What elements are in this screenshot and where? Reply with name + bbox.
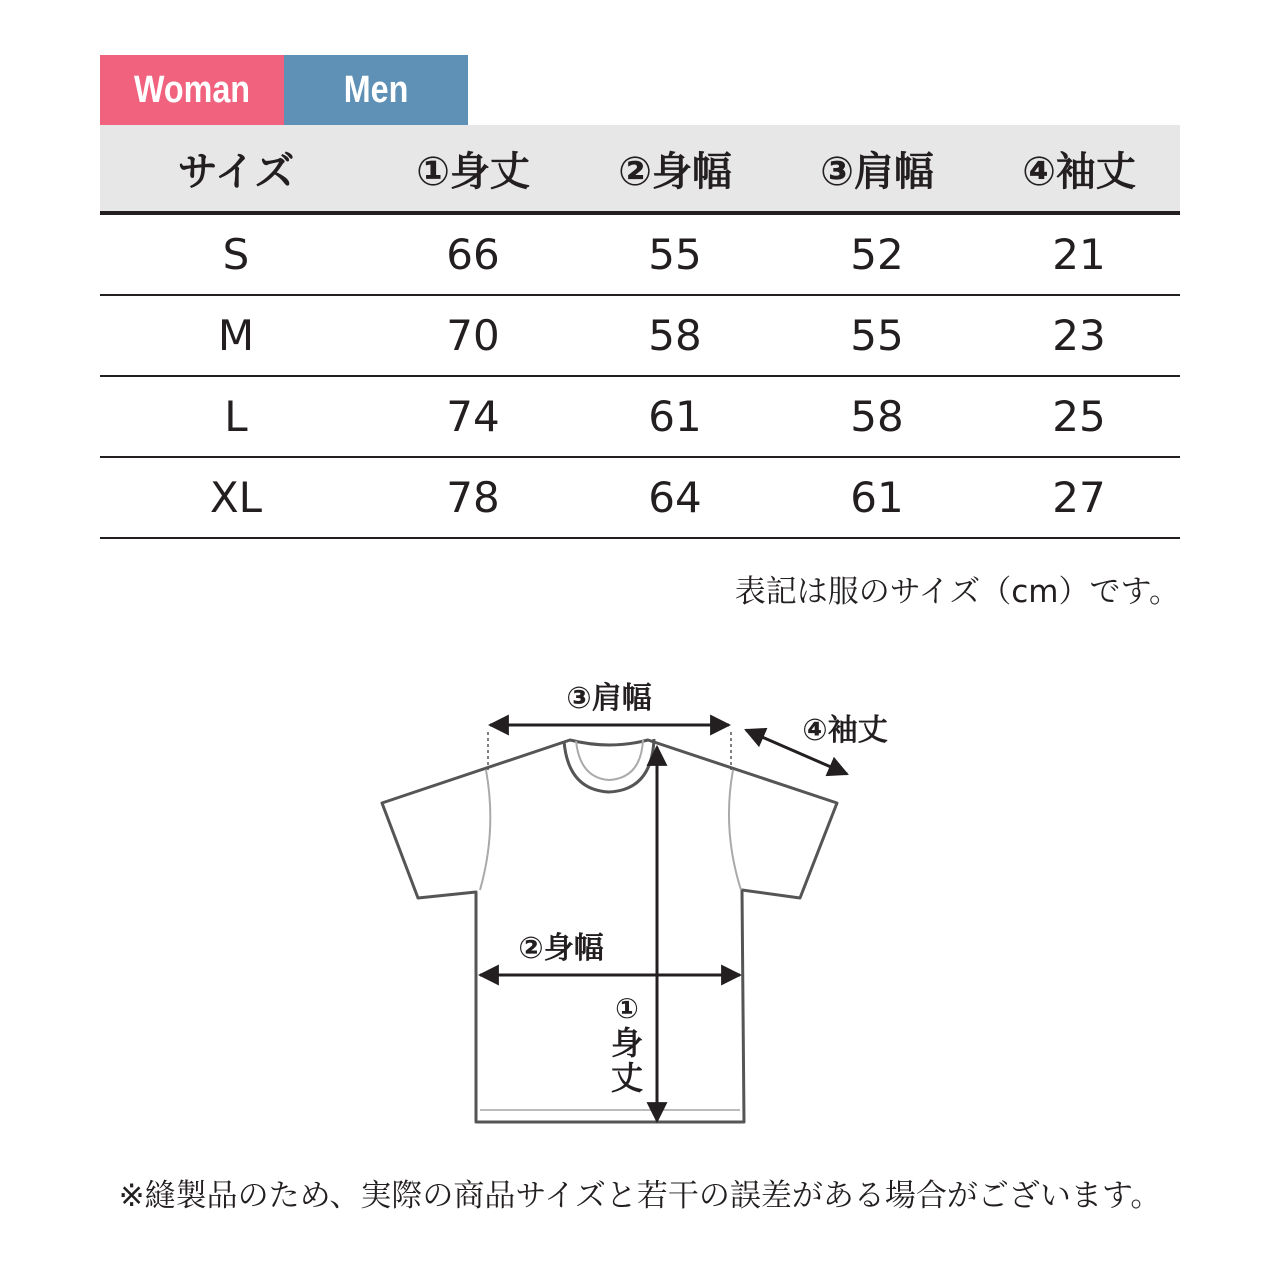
- header-sleeve-length: ④袖丈: [1022, 148, 1136, 195]
- length-label-char-1: 身: [610, 1024, 644, 1062]
- sleeve-length-cell: 23: [1052, 311, 1106, 360]
- sleeve-length-cell: 27: [1052, 473, 1106, 522]
- width-label: ②身幅: [518, 931, 604, 966]
- header-size: サイズ: [177, 148, 295, 195]
- size-cell: S: [222, 230, 250, 279]
- shoulder-label: ③肩幅: [566, 681, 652, 716]
- length-cell: 66: [446, 230, 500, 279]
- sleeve-length-cell: 21: [1052, 230, 1106, 279]
- header-shoulder-width: ③肩幅: [820, 148, 934, 195]
- body-width-cell: 64: [648, 473, 702, 522]
- body-width-cell: 58: [648, 311, 702, 360]
- unit-note: 表記は服のサイズ（cm）です。: [734, 574, 1180, 610]
- size-cell: L: [224, 392, 248, 441]
- header-length: ①身丈: [416, 148, 530, 195]
- tab-men-label: Men: [343, 68, 409, 111]
- shoulder-width-cell: 55: [850, 311, 904, 360]
- footer-note: ※縫製品のため、実際の商品サイズと若干の誤差がある場合がございます。: [118, 1178, 1162, 1214]
- length-label-number: ①: [615, 992, 639, 1025]
- left-sleeve-seam: [480, 770, 490, 890]
- length-label-char-2: 丈: [610, 1059, 644, 1097]
- size-cell: XL: [209, 473, 263, 522]
- sleeve-label: ④袖丈: [802, 713, 888, 748]
- body-width-cell: 61: [648, 392, 702, 441]
- shoulder-width-cell: 61: [850, 473, 904, 522]
- shoulder-width-cell: 58: [850, 392, 904, 441]
- length-cell: 78: [446, 473, 500, 522]
- header-body-width: ②身幅: [618, 148, 732, 195]
- right-sleeve-seam: [729, 770, 741, 890]
- tshirt-outline: [382, 740, 837, 1122]
- shoulder-width-cell: 52: [850, 230, 904, 279]
- tab-woman-label: Woman: [133, 68, 251, 111]
- length-cell: 70: [446, 311, 500, 360]
- sleeve-length-cell: 25: [1052, 392, 1106, 441]
- body-width-cell: 55: [648, 230, 702, 279]
- length-cell: 74: [446, 392, 500, 441]
- size-cell: M: [217, 311, 255, 360]
